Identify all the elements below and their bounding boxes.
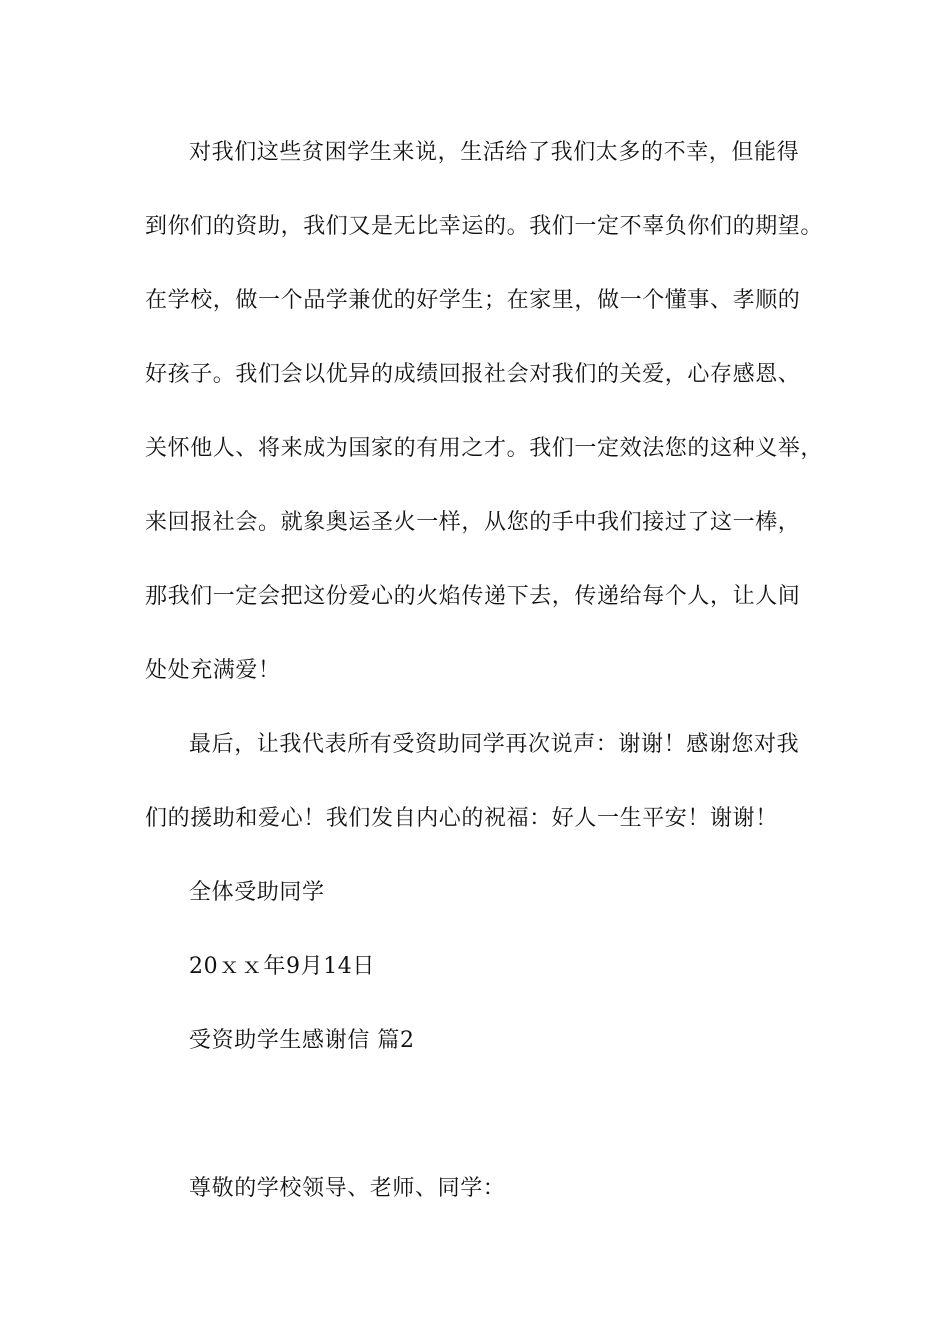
salutation: 尊敬的学校领导、老师、同学： [189,1176,506,1201]
paragraph-line-2: 到你们的资助，我们又是无比幸运的。我们一定不辜负你们的期望。 [145,214,824,239]
section-title: 受资助学生感谢信 篇2 [189,1028,415,1053]
paragraph-line-6: 来回报社会。就象奥运圣火一样，从您的手中我们接过了这一棒， [145,510,801,535]
paragraph-line-1: 对我们这些贫困学生来说，生活给了我们太多的不幸，但能得 [189,140,800,165]
paragraph-line-3: 在学校，做一个品学兼优的好学生；在家里，做一个懂事、孝顺的 [145,288,801,313]
closing-line-2: 们的援助和爱心！我们发自内心的祝福：好人一生平安！谢谢！ [145,806,778,831]
paragraph-line-5: 关怀他人、将来成为国家的有用之才。我们一定效法您的这种义举， [145,436,824,461]
paragraph-line-4: 好孩子。我们会以优异的成绩回报社会对我们的关爱，心存感恩、 [145,362,801,387]
date: 20ｘｘ年9月14日 [189,954,375,979]
signature: 全体受助同学 [189,880,325,905]
paragraph-line-8: 处处充满爱！ [145,658,281,683]
paragraph-line-7: 那我们一定会把这份爱心的火焰传递下去，传递给每个人，让人间 [145,584,801,609]
closing-line-1: 最后，让我代表所有受资助同学再次说声：谢谢！感谢您对我 [189,732,800,757]
